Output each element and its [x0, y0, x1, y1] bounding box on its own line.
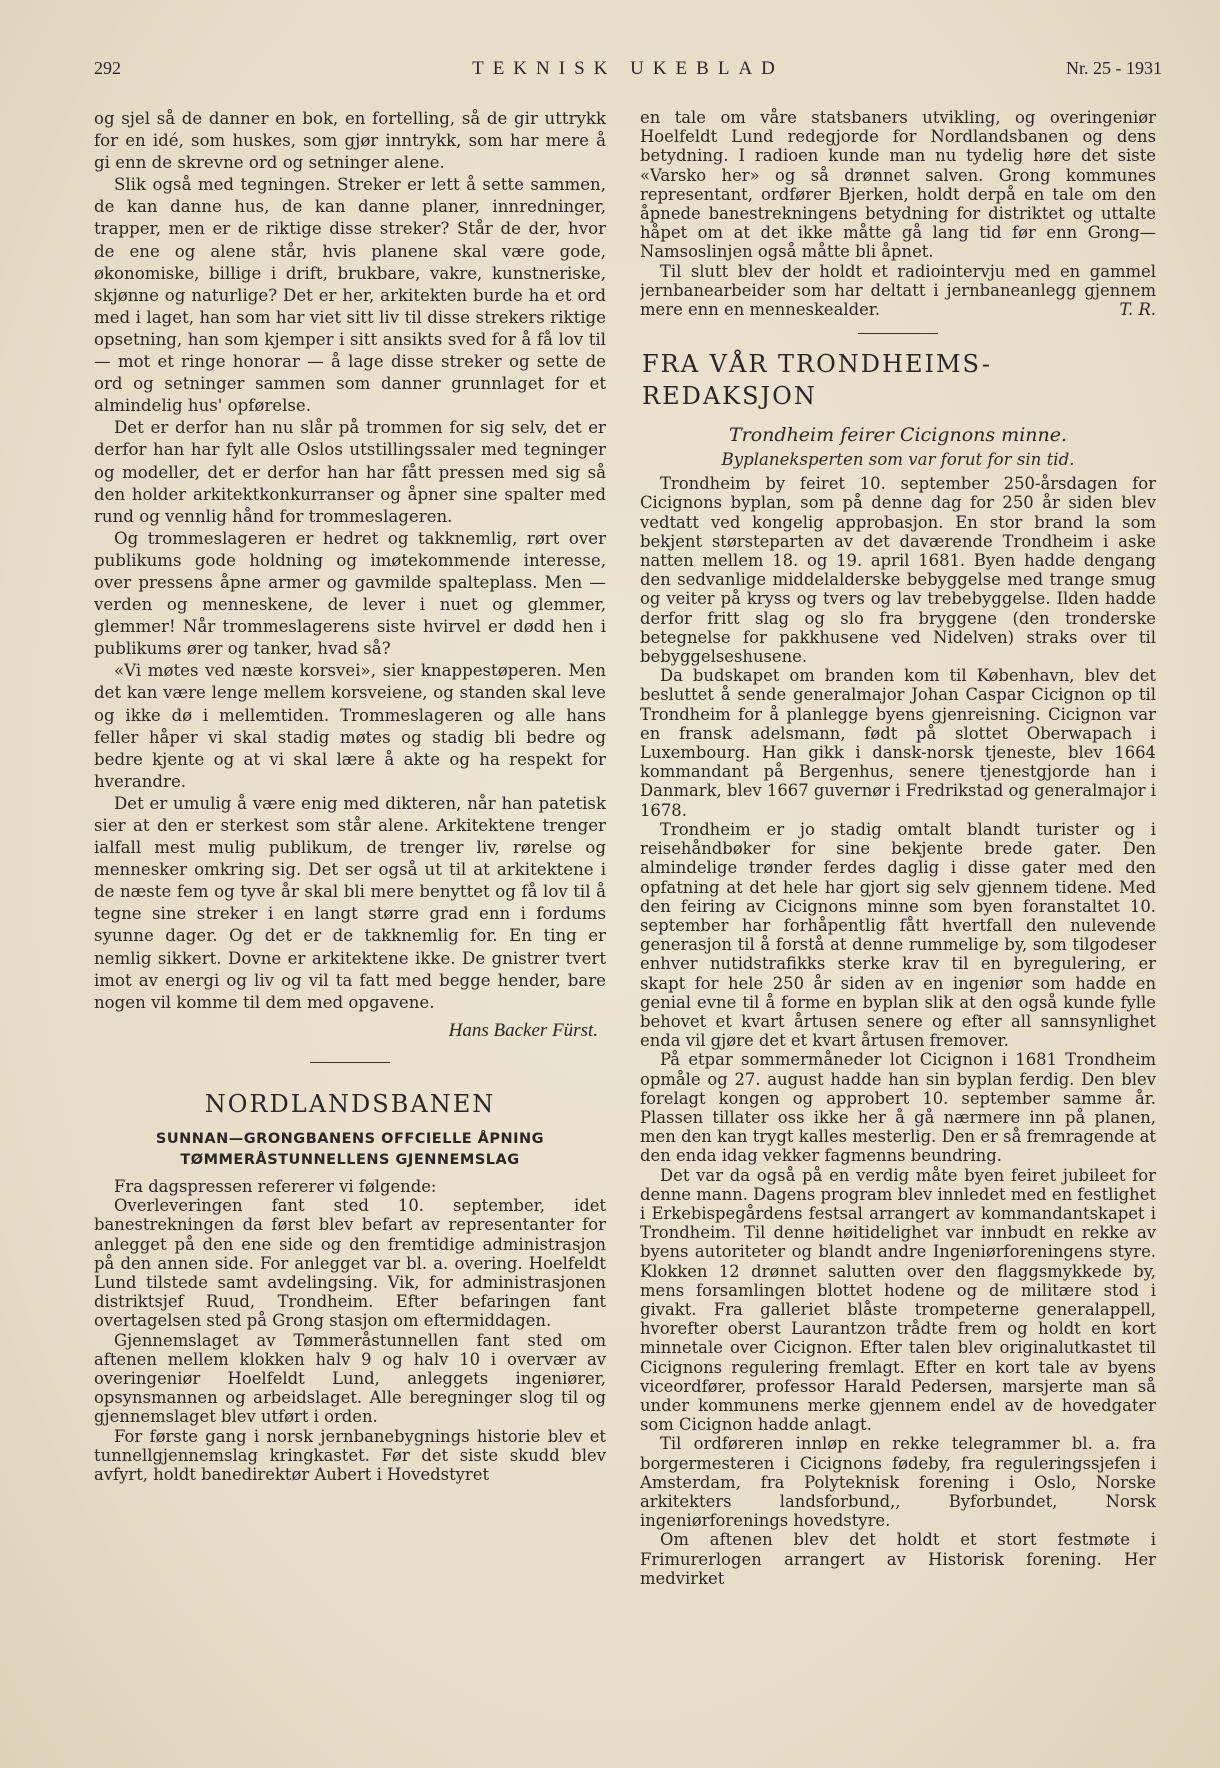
subheading-tunnel: TØMMERÅSTUNNELLENS GJENNEMSLAG — [180, 1151, 520, 1168]
article-paragraph: Slik også med tegningen. Streker er lett å sette sammen, de kan danne hus, de kan danne planer, innredninger, trapper, men er de riktige disse streker? Står de der, hvor de ene og alene står, hvis planene skal være gode, økonomiske, billige i drift, brukbare, vakre, kunstneriske, skjønne og naturlige? Det er her, arkitekten burde ha et ord med i laget, han som har viet sitt liv til disse strekers riktige opsetning, han som kjemper i sitt ansikts sved for å få lov til — mot et ringe honorar — å lage disse streker og sette de ord og setninger sammen som danner grunnlaget for et almindelig hus' opførelse. — [94, 175, 606, 416]
section-title-trondheim: FRA VÅR TRONDHEIMS-REDAKSJON — [642, 350, 992, 411]
article-paragraph: For første gang i norsk jernbanebygnings historie blev et tunnellgjennemslag kringkastet. Før det siste skudd blev avfyrt, holdt banedirektør Aubert i Hovedstyret — [94, 1426, 606, 1484]
publication-title: TEKNISK UKEBLAD — [472, 58, 784, 79]
section-divider — [858, 333, 938, 334]
page-number: 292 — [94, 58, 121, 78]
section-title-nordlandsbanen: NORDLANDSBANEN — [204, 1089, 496, 1118]
closing-paragraph-text: Til slutt blev der holdt et radiointervju med en gammel jernbanearbeider som har deltatt i jernbaneanlegg gjennem mere enn en menneskealder. — [640, 261, 1156, 320]
article-paragraph: og sjel så de danner en bok, en fortelling, så de gir uttrykk for en idé, som huskes, som gjør inntrykk, som har mere å gi enn de skrevne ord og setninger alene. — [94, 109, 606, 173]
section-divider — [310, 1062, 390, 1063]
article-paragraph: Og trommeslageren er hedret og takknemlig, rørt over publikums gode holdning og imøtekommende interesse, over pressens åpne armer og gavmilde spalteplass. Men — verden og menneskene, de lever i nuet og glemmer, glemmer! Når trommeslagerens siste hvirvel er dødd hen i publikums ører og tanker, hvad så? — [94, 528, 606, 659]
article-paragraph: en tale om våre statsbaners utvikling, og overingeniør Hoelfeldt Lund redegjorde for Nordlandsbanen og dens betydning. I radioen kunde man nu tydelig høre det siste «Varsko her» og så drønnet salven. Grong kommunes representant, ordfører Bjerken, holdt derpå en tale om den åpnede banestrekningens betydning for distriktet og uttalte håpet om at det ikke måtte gå lang tid før enn Grong—Namsoslinjen også måtte bli åpnet. — [640, 108, 1156, 262]
article-paragraph: Gjennemslaget av Tømmeråstunnellen fant sted om aftenen mellem klokken halv 9 og halv 10 i overvær av overingeniør Hoelfeldt Lund, anleggets ingeniører, opsynsmannen og arbeidslaget. Alle beregninger slog til og gjennemslaget blev utført i orden. — [94, 1330, 606, 1427]
article-paragraph: Det er derfor han nu slår på trommen for sig selv, det er derfor han har fylt alle Oslos utstillingssaler med tegninger og modeller, det er derfor han har fått pressen med sig så den holder arkitektkonkurranser og åpner sine spalter med rund og vennlig hånd for trommeslageren. — [94, 418, 606, 526]
article-paragraph: «Vi møtes ved næste korsvei», sier knappestøperen. Men det kan være lenge mellem korsveiene, og standen skal leve og ikke dø i mellemtiden. Trommeslageren og alle hans feller håper vi skal stadig møtes og stadig bli bedre og bedre kjente og at vi skal lære å akte og ha respekt for hverandre. — [94, 661, 606, 791]
article-paragraph: Til ordføreren innløp en rekke telegrammer bl. a. fra borgermesteren i Cicignons fødeby, fra reguleringssjefen i Amsterdam, fra Polyteknisk forening i Oslo, Norske arkitekters landsforbund,, Byforbundet, Norsk ingeniørforenings hovedstyre. — [640, 1434, 1156, 1531]
article-subheading: Byplaneksperten som var forut for sin tid. — [721, 450, 1075, 470]
article-paragraph: Overleveringen fant sted 10. september, idet banestrekningen da først blev befart av representanter for anlegget på den ene side og den fremtidige administrasjon på den annen side. For anlegget var bl. a. overing. Hoelfeldt Lund tilstede samt avdelingsing. Vik, for administrasjonen distriktsjef Ruud, Trondheim. Efter befaringen fant overtagelsen sted på Grong stasjon om eftermiddagen. — [94, 1196, 606, 1331]
article-paragraph: Da budskapet om branden kom til København, blev det besluttet å sende generalmajor Johan Caspar Cicignon op til Trondheim for å planlegge byens gjenreisning. Cicignon var en fransk adelsmann, født på slottet Oberwapach i Luxembourg. Han gikk i dansk-norsk tjeneste, blev 1664 kommandant på Bergenhus, senere tjenestgjorde han i Danmark, blev 1667 guvernør i Fredrikstad og generalmajor i 1678. — [640, 666, 1156, 820]
article-heading: Trondheim feirer Cicignons minne. — [728, 424, 1068, 447]
article-paragraph: Trondheim er jo stadig omtalt blandt turister og i reisehåndbøker for sine bekjente brede gater. Den almindelige trønder ferdes daglig i disse gater med den opfatning at det hele har gjort sig selv gjennem tidene. Med den feiring av Cicignons minne som byen foranstaltet 10. september har forhåpentlig fått hvertfall den nulevende generasjon til å forstå at denne rummelige by, som tilgodeser enhver nutidstrafikks sterke krav til en byregulering, er skapt for hele 250 år siden av en ingeniør som hadde en genial evne til å forme en byplan slik at den også kunde fylle behovet et kvart årtusen senere og efter all sannsynlighet enda vil gjøre det et kvart årtusen fremover. — [640, 819, 1156, 1051]
article-paragraph: Det var da også på en verdig måte byen feiret jubileet for denne mann. Dagens program blev innledet med en festlighet i Erkebispegårdens festsal arrangert av kommandantskapet i Trondheim. Til denne høitidelighet var innbudt en rekke av byens autoriteter og blandt andre Ingeniørforeningens styre. Klokken 12 drønnet salutten over den flaggsmykkede by, mens forsamlingen blottet hodene og de militære stod i givakt. Fra galleriet blåste trompeterne generalappell, hvorefter oberst Laurantzon trådte frem og holdt en kort minnetale over Cicignon. Efter talen blev originalutkastet til Cicignons regulering fremlagt. Efter en kort tale av byens viceordfører, professor Harald Pedersen, marsjerte man så under kommunens merke gjennem endel av de hovedgater som Cicignon hadde anlagt. — [640, 1165, 1156, 1435]
page-header — [94, 58, 1162, 88]
article-paragraph: Det er umulig å være enig med dikteren, når han patetisk sier at den er sterkest som står alene. Arkitektene trenger ialfall mest mulig publikum, de trenger liv, rørelse og mennesker omkring sig. Det ser også ut til at arkitektene i de næste fem og tyve år skal bli mere benyttet og få lov til å tegne sine streker i en langt større grad enn i fordums syunne dager. Og det er de takknemlig for. En ting er nemlig sikkert. Dovne er arkitektene ikke. De gnistrer tvert imot av energi og liv og vil ta fatt med begge hender, bare nogen vil komme til dem med opgavene. — [94, 793, 606, 1012]
left-column — [94, 108, 606, 1708]
author-initials: T. R. — [1119, 300, 1156, 320]
article-paragraph: Trondheim by feiret 10. september 250-årsdagen for Cicignons byplan, som på denne dag for 250 år siden blev vedtatt ved kongelig approbasjon. En stor brand la som bekjent størsteparten av det daværende Trondheim i aske natten mellem 18. og 19. april 1681. Byen hadde dengang den sedvanlige middelalderske bebyggelse med trange smug og veiter på kryss og tvers og lav trebebyggelse. Ilden hadde derfor fritt slag og slo fra bryggene (den tronderske betegnelse for pakkhusene ved Nidelven) straks over til bebyggelseshusene. — [640, 474, 1156, 667]
article-paragraph: På etpar sommermåneder lot Cicignon i 1681 Trondheim opmåle og 27. august hadde han sin byplan ferdig. Den blev forelagt kongen og approbert 10. september samme år. Plassen tillater oss ikke her å gå nærmere inn på planen, men den kan trygt kalles mesterlig. Den er så fremragende at den enda idag vekker fagmenns beundring. — [640, 1050, 1156, 1166]
issue-number: Nr. 25 - 1931 — [1066, 58, 1162, 78]
subheading-opening: SUNNAN—GRONGBANENS OFFCIELLE ÅPNING — [155, 1130, 545, 1147]
article-paragraph: Om aftenen blev det holdt et stort festmøte i Frimurerlogen arrangert av Historisk forening. Her medvirket — [640, 1530, 1156, 1588]
right-column — [640, 108, 1156, 1708]
article-paragraph — [640, 262, 1156, 320]
article-paragraph: Fra dagspressen refererer vi følgende: — [114, 1176, 437, 1196]
author-signature: Hans Backer Fürst. — [448, 1019, 598, 1041]
